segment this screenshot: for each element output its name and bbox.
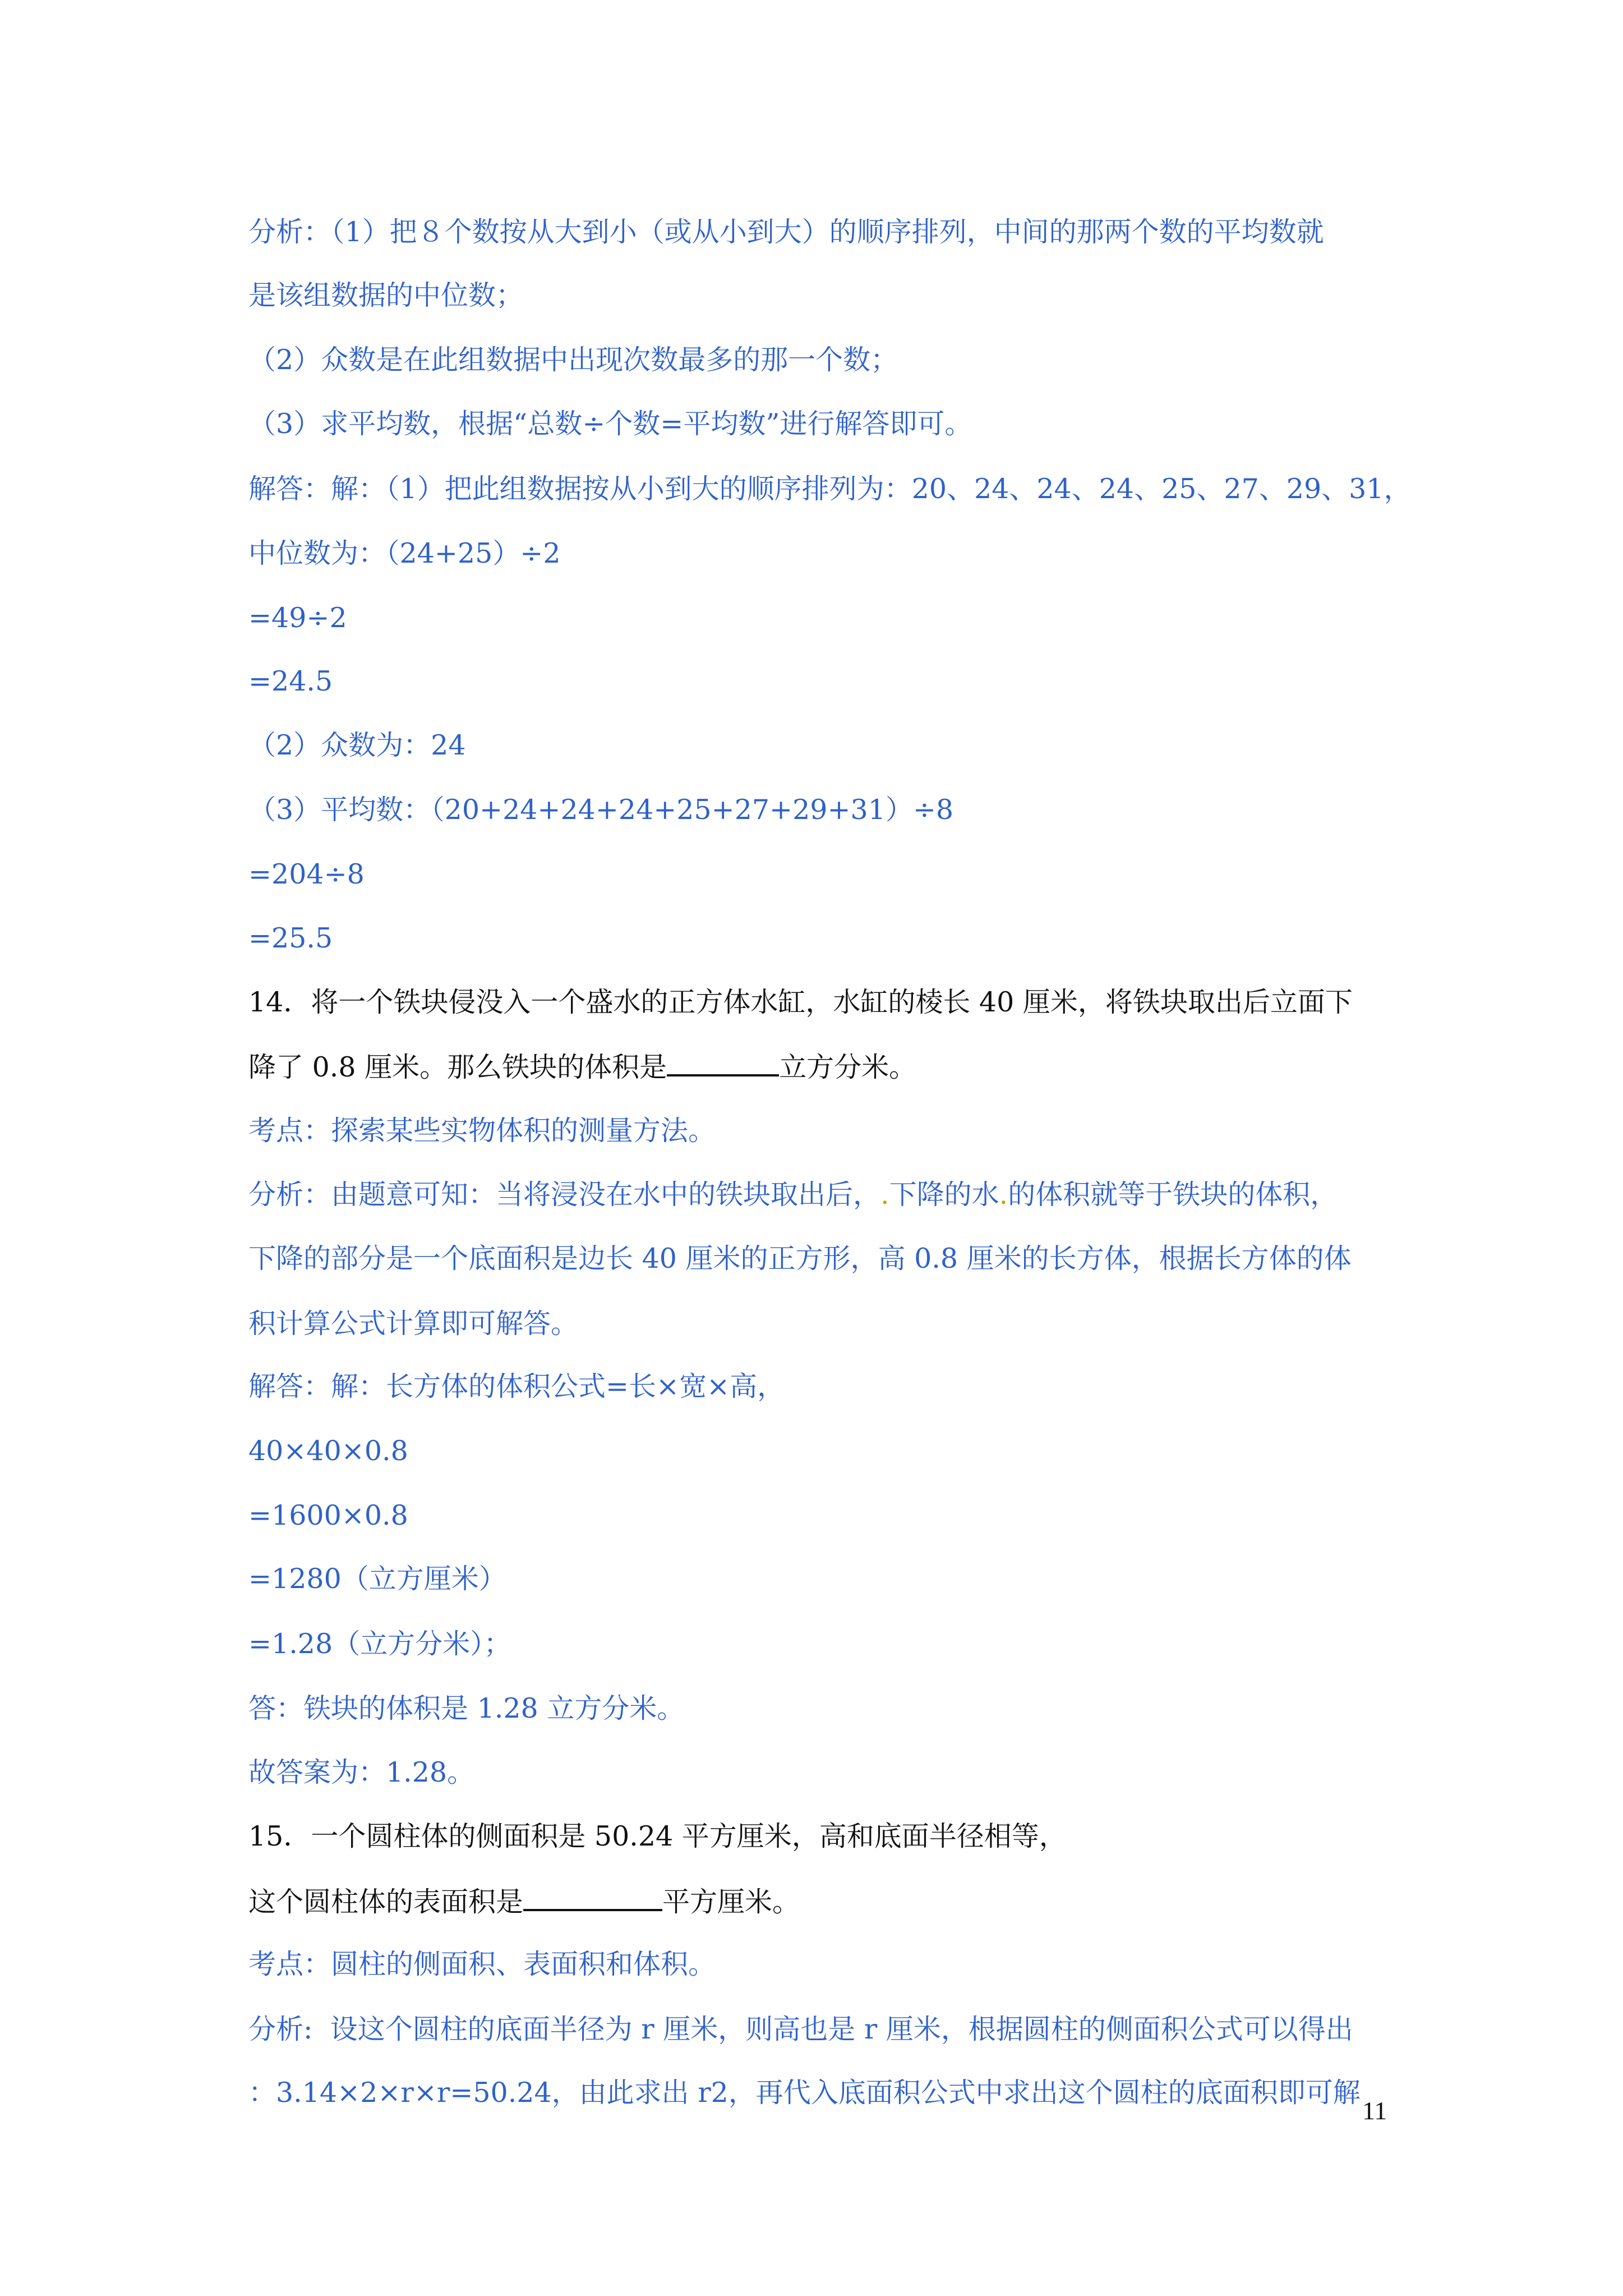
line-text-mid: 下降的水 (889, 1179, 999, 1211)
line-text-after: 平方厘米。 (662, 1886, 800, 1918)
line-text: 分析：由题意可知：当将浸没在水中的铁块取出后， (248, 1179, 881, 1211)
line-text: （3）求平均数，根据“总数÷个数=平均数”进行解答即可。 (248, 408, 972, 440)
text-line (248, 1307, 578, 1341)
text-line (248, 1370, 785, 1404)
line-text: ：3.14×2×r×r=50.24，由此求出 r2，再代入底面积公式中求出这个圆柱的底面积即可解 (248, 2077, 1361, 2109)
answer-blank (523, 1884, 662, 1911)
line-text: =25.5 (248, 922, 333, 954)
line-text: =1.28（立方分米）； (248, 1628, 511, 1660)
emphasis-dot: . (880, 1179, 889, 1211)
emphasis-dot: . (999, 1179, 1008, 1211)
line-text: 答：铁块的体积是 1.28 立方分米。 (248, 1692, 685, 1724)
text-line (248, 407, 972, 441)
line-text: 解答：解：长方体的体积公式=长×宽×高， (248, 1370, 785, 1402)
line-text: 这个圆柱体的表面积是 (248, 1886, 524, 1918)
text-line (248, 986, 1353, 1019)
text-line (248, 343, 898, 377)
line-text: 积计算公式计算即可解答。 (248, 1308, 579, 1340)
line-text: （2）众数是在此组数据中出现次数最多的那一个数； (248, 344, 898, 376)
line-text: （3）平均数：（20+24+24+24+25+27+29+31）÷8 (248, 794, 954, 826)
line-text: 中位数为：（24+25）÷2 (248, 537, 561, 569)
line-text: =1600×0.8 (248, 1499, 408, 1531)
text-line (248, 1756, 474, 1789)
answer-blank (667, 1050, 779, 1076)
line-text: 分析：（1）把８个数按从大到小（或从小到大）的顺序排列，中间的那两个数的平均数就 (248, 216, 1324, 248)
text-line (248, 1050, 916, 1083)
line-text: =1280（立方厘米） (248, 1563, 506, 1595)
line-text: 15．一个圆柱体的侧面积是 50.24 平方厘米，高和底面半径相等， (248, 1820, 1067, 1852)
text-line (248, 1178, 1338, 1212)
text-line (248, 1948, 716, 1981)
text-line (248, 279, 523, 312)
text-line (248, 1499, 408, 1533)
text-line (248, 729, 466, 762)
line-text: 40×40×0.8 (248, 1435, 408, 1467)
text-line (248, 601, 347, 635)
line-text: 14．将一个铁块侵没入一个盛水的正方体水缸，水缸的棱长 40 厘米，将铁块取出后立面下 (248, 986, 1353, 1018)
text-line (248, 1114, 716, 1148)
line-text: =24.5 (248, 665, 333, 697)
line-text: 是该组数据的中位数； (248, 279, 524, 311)
line-text-after: 的体积就等于铁块的体积， (1008, 1179, 1338, 1211)
text-line (248, 665, 333, 698)
line-text: 故答案为：1.28。 (248, 1756, 475, 1788)
text-line (248, 1692, 684, 1726)
text-line (248, 858, 365, 891)
line-text-after: 立方分米。 (779, 1051, 917, 1083)
line-text: 考点：圆柱的侧面积、表面积和体积。 (248, 1948, 716, 1980)
line-text: 下降的部分是一个底面积是边长 40 厘米的正方形，高 0.8 厘米的长方体，根据长方体的体 (248, 1243, 1352, 1274)
text-line (248, 472, 1411, 506)
line-text: 考点：探索某些实物体积的测量方法。 (248, 1115, 716, 1147)
line-text: （2）众数为：24 (248, 729, 466, 761)
line-text: 解答：解：（1）把此组数据按从小到大的顺序排列为：20、24、24、24、25、27、29、31， (248, 473, 1412, 505)
line-text: =49÷2 (248, 602, 347, 634)
line-text: 降了 0.8 厘米。那么铁块的体积是 (248, 1051, 667, 1083)
text-line (248, 1820, 1067, 1853)
text-line (248, 1562, 506, 1596)
text-line (248, 215, 1324, 249)
text-line (248, 793, 953, 827)
text-line (248, 922, 333, 955)
text-line (248, 2076, 1361, 2110)
text-line (248, 1434, 408, 1468)
line-text: =204÷8 (248, 858, 365, 890)
text-line (248, 1627, 511, 1661)
text-line (248, 537, 561, 570)
line-text: 分析: 设这个圆柱的底面半径为 r 厘米，则高也是 r 厘米，根据圆柱的侧面积公式可以得出 (248, 2013, 1353, 2045)
text-line (248, 1242, 1352, 1276)
page-number: 11 (1362, 2096, 1387, 2125)
text-line (248, 1884, 800, 1918)
text-line (248, 2013, 1353, 2046)
